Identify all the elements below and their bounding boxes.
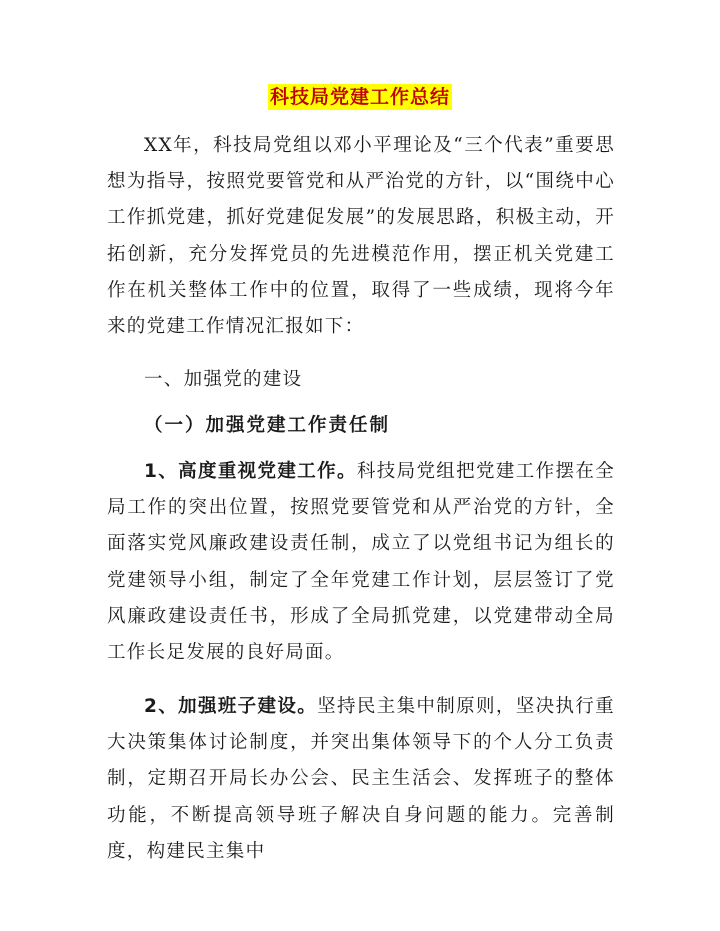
subsection-heading-1: （一）加强党建工作责任制	[144, 415, 391, 436]
item-paragraph-2	[107, 689, 615, 870]
item-1-lead: 1、高度重视党建工作。	[144, 461, 357, 482]
document-title: 科技局党建工作总结	[269, 86, 450, 108]
item-1-body: 科技局党组把党建工作摆在全局工作的突出位置，按照党要管党和从严治党的方针，全面落实党风廉政建设责任制，成立了以党组书记为组长的党建领导小组，制定了全年党建工作计划，层层签订了党风廉政建设责任书，形成了全局抓党建，以党建带动全局工作长足发展的良好局面。	[107, 461, 615, 664]
item-paragraph-1	[107, 454, 615, 671]
intro-paragraph: XX年，科技局党组以邓小平理论及“三个代表”重要思想为指导，按照党要管党和从严治党的方针，以“围绕中心工作抓党建，抓好党建促发展”的发展思路，积极主动，开拓创新，充分发挥党员的先进模范作用，摆正机关党建工作在机关整体工作中的位置，取得了一些成绩，现将今年来的党建工作情况汇报如下：	[107, 135, 615, 338]
item-2-lead: 2、加强班子建设。	[144, 696, 318, 717]
title-container	[0, 84, 720, 110]
item-2-body: 坚持民主集中制原则，坚决执行重大决策集体讨论制度，并突出集体领导下的个人分工负责制，定期召开局长办公会、民主生活会、发挥班子的整体功能，不断提高领导班子解决自身问题的能力。完善制度，构建民主集中	[107, 696, 615, 862]
section-heading-1: 一、加强党的建设	[144, 369, 303, 390]
